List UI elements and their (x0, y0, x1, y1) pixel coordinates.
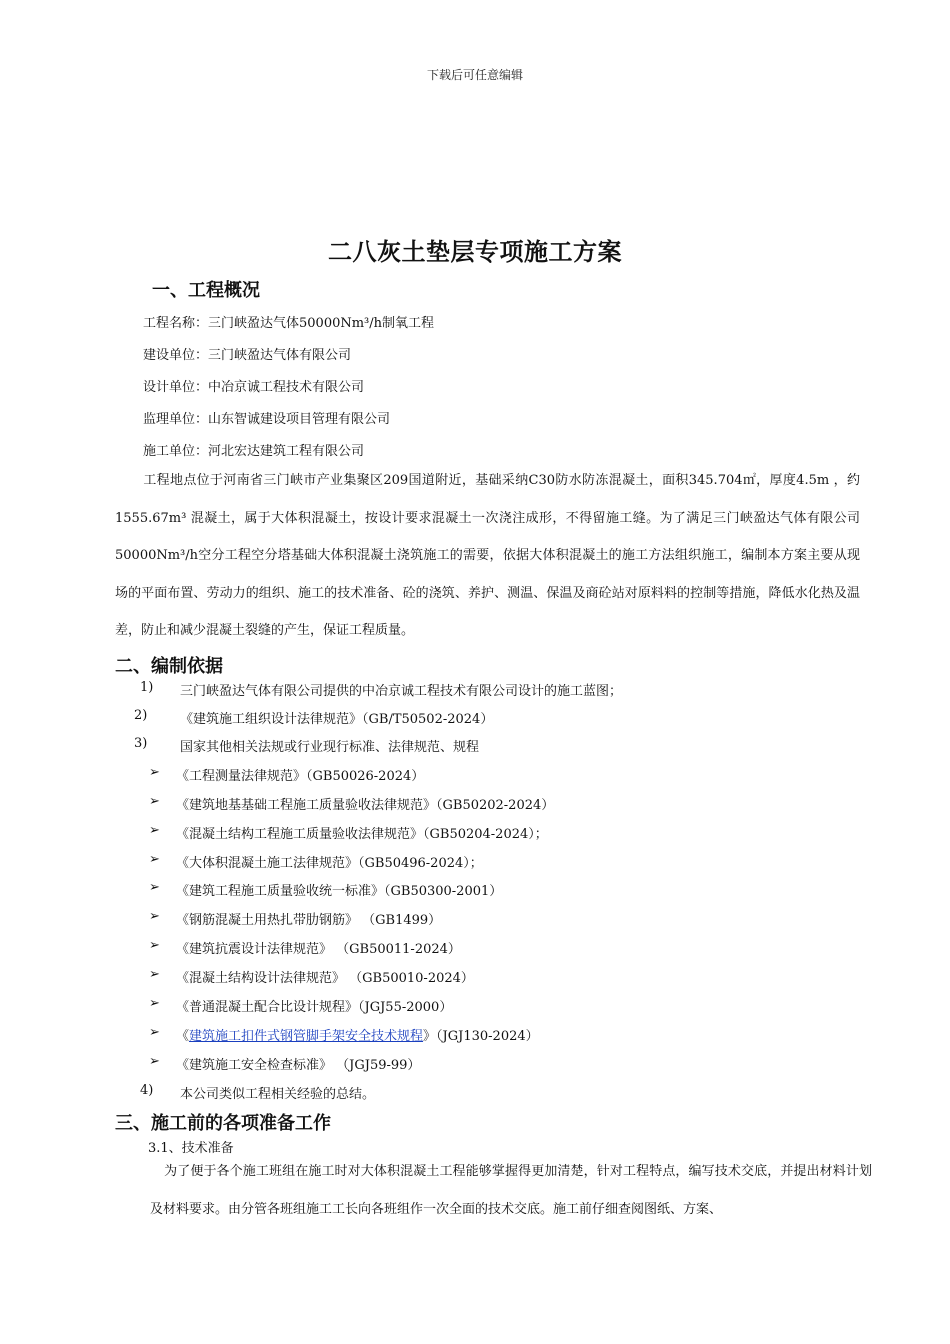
subsection-technical-prep: 3.1、技术准备 (148, 1141, 234, 1156)
section-heading-overview: 一、工程概况 (152, 280, 260, 301)
bullet-arrow-icon: ➢ (149, 1054, 160, 1069)
bullet-arrow-icon: ➢ (149, 765, 160, 780)
standard-item: 《建筑工程施工质量验收统一标准》（GB50300-2001） (176, 884, 503, 899)
bullet-arrow-icon: ➢ (149, 967, 160, 982)
scaffold-standard-link[interactable]: 建筑施工扣件式钢管脚手架安全技术规程 (189, 1029, 424, 1044)
section-heading-preparation: 三、施工前的各项准备工作 (115, 1113, 331, 1134)
standard-item-scaffold (176, 1025, 539, 1044)
standard-item: 《普通混凝土配合比设计规程》（JGJ55-2000） (176, 1000, 453, 1015)
overview-paragraph-text: 工程地点位于河南省三门峡市产业集聚区209国道附近，基础采纳C30防水防冻混凝土，面积345.704㎡，厚度4.5m ，约1555.67m³ 混凝土，属于大体积混凝土，按设计要求混凝土一次浇注成形，不得留施工缝。为了满足三门峡盈达气体有限公司50000Nm³/h空分工程空分塔基础大体积混凝土浇筑施工的需要，依据大体积混凝土的施工方法组织施工，编制本方案主要从现场的平面布置、劳动力的组织、施工的技术准备、砼的浇筑、养护、测温、保温及商砼站对原料料的控制等措施，降低水化热及温差，防止和减少混凝土裂缝的产生，保证工程质量。 (115, 473, 860, 638)
section-heading-basis: 二、编制依据 (115, 656, 223, 677)
overview-paragraph (115, 462, 860, 650)
standard-item: 《大体积混凝土施工法律规范》（GB50496-2024）； (176, 856, 483, 871)
technical-prep-text: 为了便于各个施工班组在施工时对大体积混凝土工程能够掌握得更加清楚，针对工程特点，编写技术交底，并提出材料计划及材料要求。由分管各班组施工工长向各班组作一次全面的技术交底。施工前仔细查阅图纸、方案、 (150, 1164, 872, 1217)
bullet-arrow-icon: ➢ (149, 996, 160, 1011)
design-unit: 设计单位：中冶京诚工程技术有限公司 (143, 380, 365, 395)
bullet-arrow-icon: ➢ (149, 852, 160, 867)
page-header: 下载后可任意编辑 (426, 68, 523, 82)
bracket-open: 《 (176, 1029, 190, 1044)
bullet-arrow-icon: ➢ (149, 909, 160, 924)
bullet-arrow-icon: ➢ (149, 823, 160, 838)
construction-unit: 施工单位：河北宏达建筑工程有限公司 (143, 444, 365, 459)
standard-item: 《混凝土结构设计法律规范》 （GB50010-2024） (176, 971, 474, 986)
document-title: 二八灰土垫层专项施工方案 (328, 238, 622, 266)
technical-prep-paragraph (150, 1153, 872, 1228)
basis-item-1: 三门峡盈达气体有限公司提供的中冶京诚工程技术有限公司设计的施工蓝图； (180, 684, 623, 699)
standard-item: 《建筑施工安全检查标准》 （JGJ59-99） (176, 1058, 421, 1073)
supervision-unit: 监理单位：山东智诚建设项目管理有限公司 (143, 412, 391, 427)
basis-number-1: 1) (140, 680, 154, 695)
standard-item: 《建筑抗震设计法律规范》 （GB50011-2024） (176, 942, 461, 957)
standard-item: 《工程测量法律规范》（GB50026-2024） (176, 769, 425, 784)
bracket-close: 》（JGJ130-2024） (423, 1029, 539, 1044)
bullet-arrow-icon: ➢ (149, 938, 160, 953)
basis-item-2: 《建筑施工组织设计法律规范》（GB/T50502-2024） (180, 712, 494, 727)
owner-unit: 建设单位：三门峡盈达气体有限公司 (143, 348, 352, 363)
bullet-arrow-icon: ➢ (149, 880, 160, 895)
basis-number-4: 4) (140, 1083, 154, 1098)
standard-item: 《混凝土结构工程施工质量验收法律规范》（GB50204-2024）； (176, 827, 548, 842)
standard-item: 《钢筋混凝土用热扎带肋钢筋》 （GB1499） (176, 913, 442, 928)
basis-item-4: 本公司类似工程相关经验的总结。 (180, 1087, 376, 1102)
bullet-arrow-icon: ➢ (149, 794, 160, 809)
basis-item-3: 国家其他相关法规或行业现行标准、法律规范、规程 (180, 740, 480, 755)
basis-number-2: 2) (134, 708, 148, 723)
bullet-arrow-icon: ➢ (149, 1025, 160, 1040)
basis-number-3: 3) (134, 736, 148, 751)
project-name: 工程名称：三门峡盈达气体50000Nm³/h制氧工程 (143, 316, 435, 331)
standard-item: 《建筑地基基础工程施工质量验收法律规范》（GB50202-2024） (176, 798, 555, 813)
